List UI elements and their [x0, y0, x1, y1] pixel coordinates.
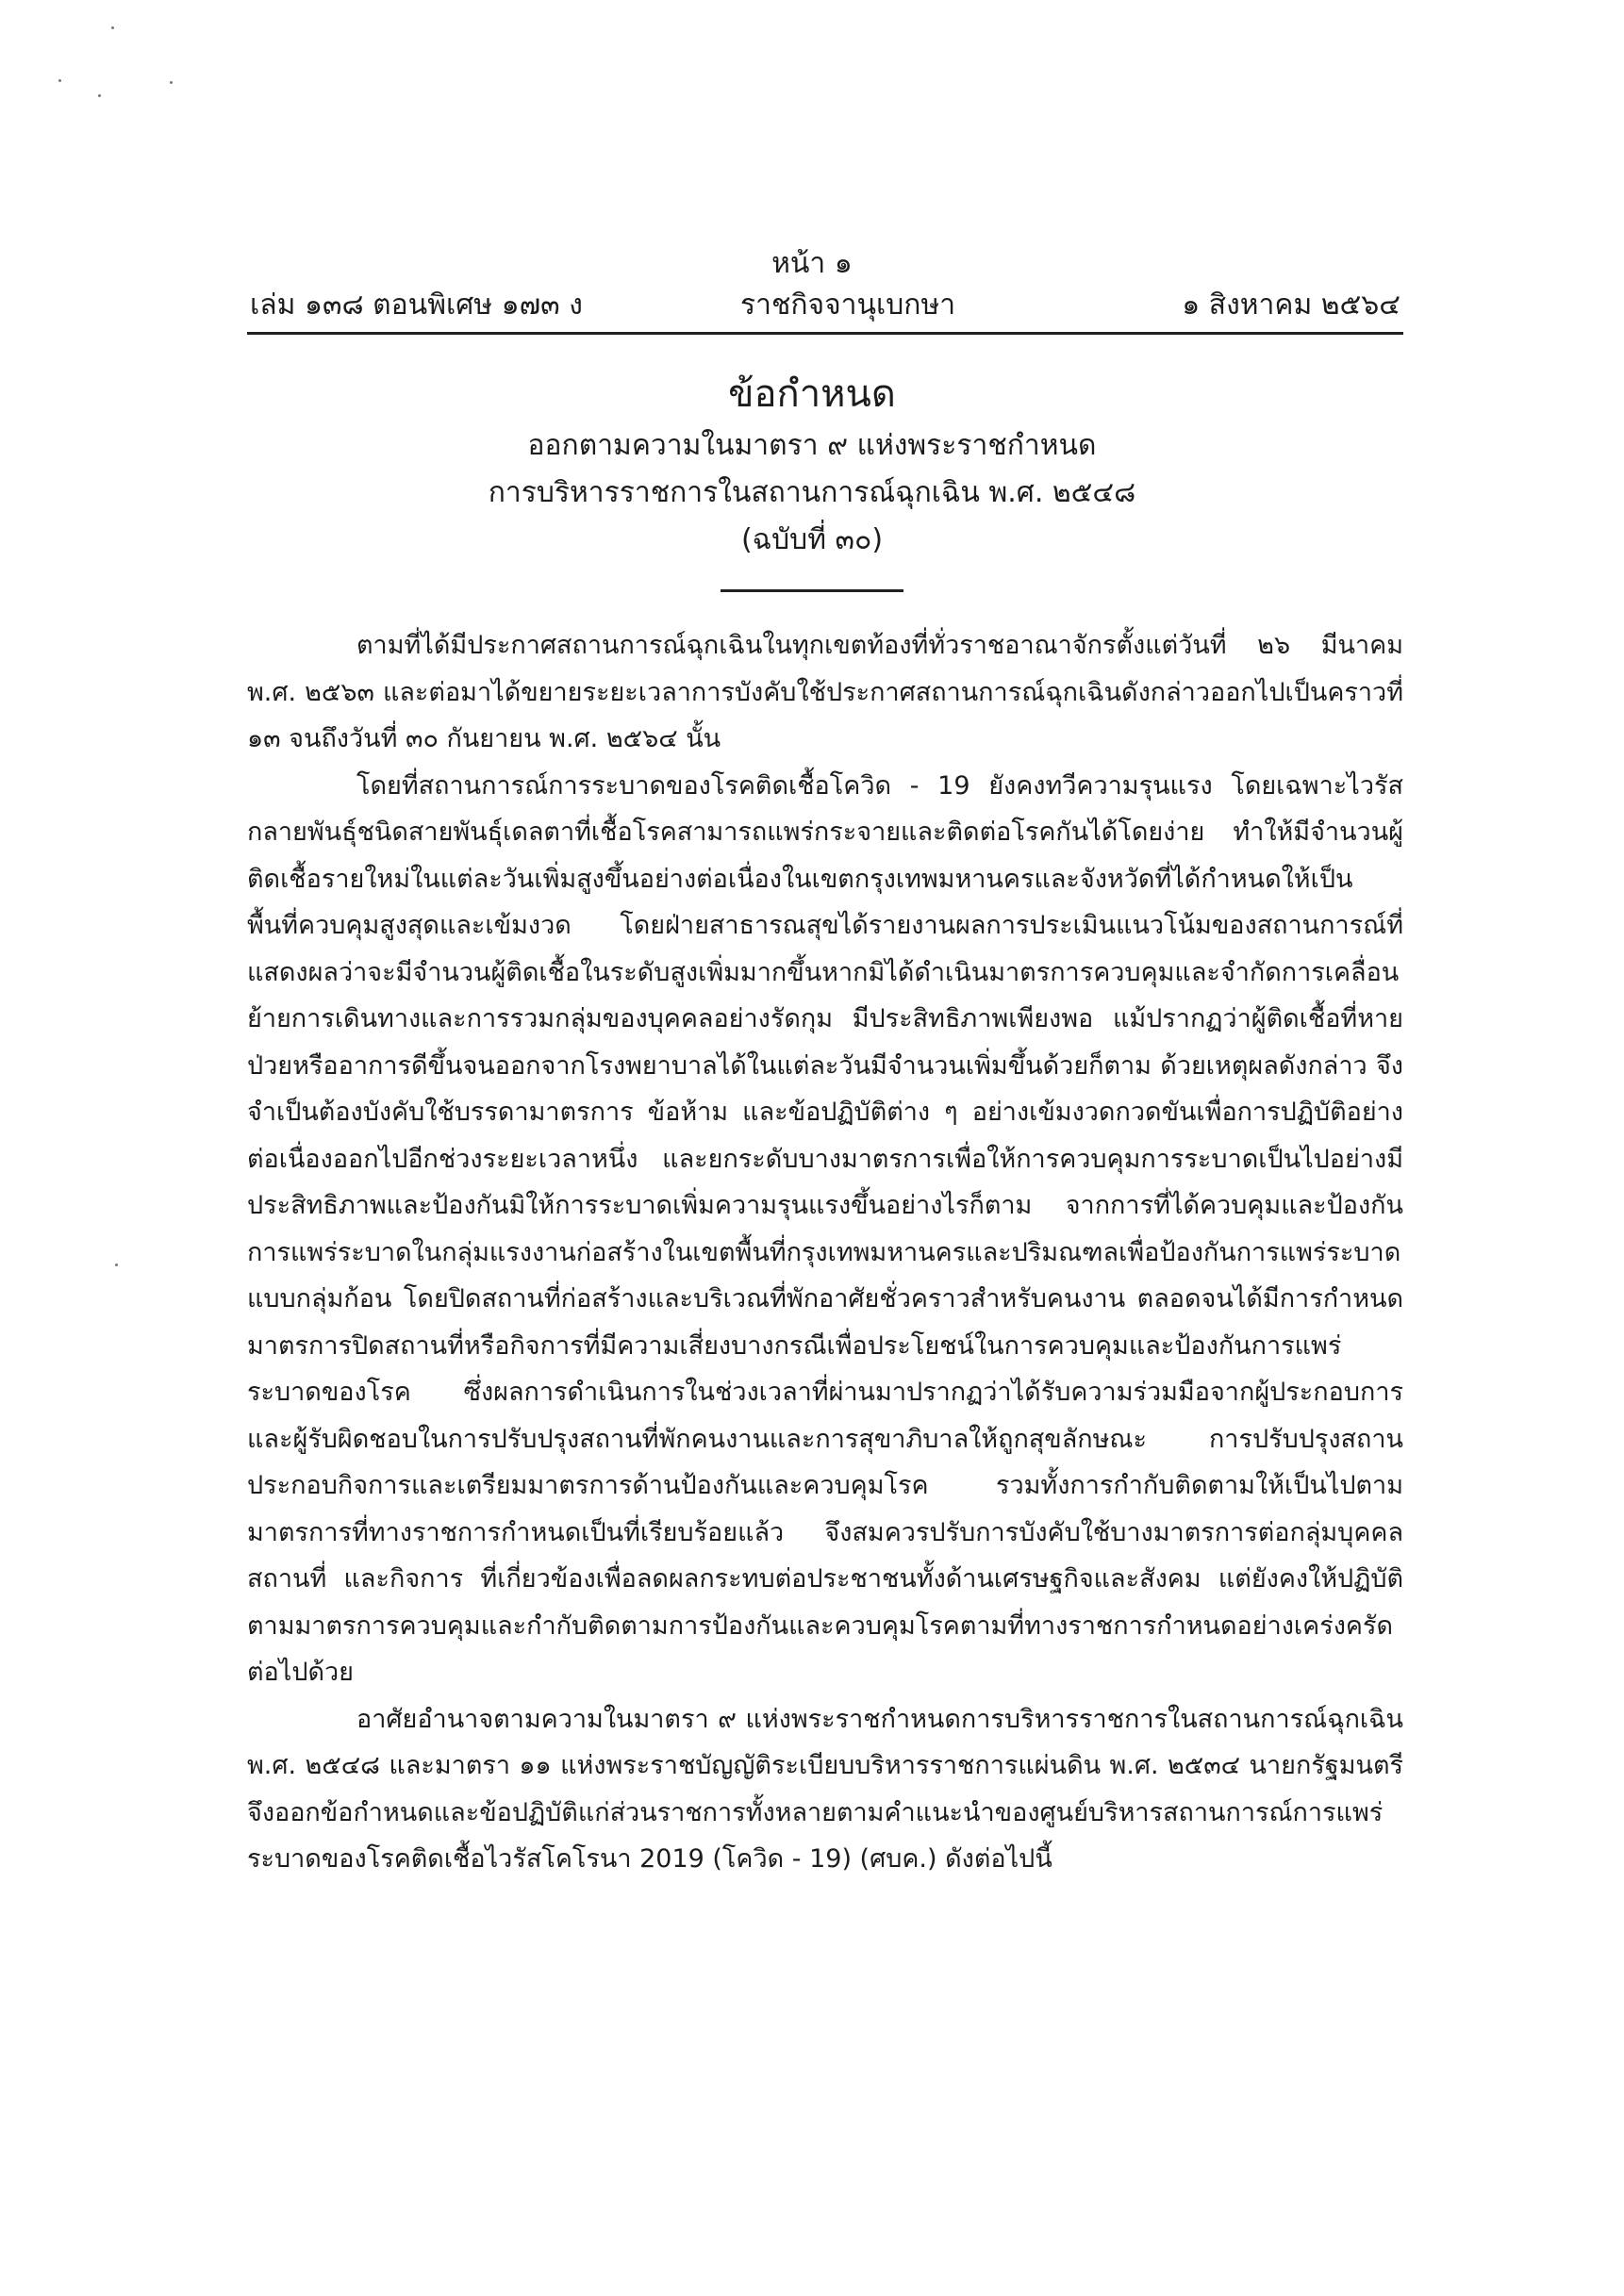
header-divider — [247, 332, 1403, 335]
paragraph-2: โดยที่สถานการณ์การระบาดของโรคติดเชื้อโควิด - 19 ยังคงทวีความรุนแรง โดยเฉพาะไวรัสกลายพันธุ์ชนิดสายพันธุ์เดลตาที่เชื้อโรคสามารถแพร่กระจายและติดต่อโรคกันได้โดยง่าย ทำให้มีจำนวนผู้ติดเชื้อรายใหม่ในแต่ละวันเพิ่มสูงขึ้นอย่างต่อเนื่องในเขตกรุงเทพมหานครและจังหวัดที่ได้กำหนดให้เป็นพื้นที่ควบคุมสูงสุดและเข้มงวด โดยฝ่ายสาธารณสุขได้รายงานผลการประเมินแนวโน้มของสถานการณ์ที่แสดงผลว่าจะมีจำนวนผู้ติดเชื้อในระดับสูงเพิ่มมากขึ้นหากมิได้ดำเนินมาตรการควบคุมและจำกัดการเคลื่อนย้ายการเดินทางและการรวมกลุ่มของบุคคลอย่างรัดกุม มีประสิทธิภาพเพียงพอ แม้ปรากฏว่าผู้ติดเชื้อที่หายป่วยหรืออาการดีขึ้นจนออกจากโรงพยาบาลได้ในแต่ละวันมีจำนวนเพิ่มขึ้นด้วยก็ตาม ด้วยเหตุผลดังกล่าว จึงจำเป็นต้องบังคับใช้บรรดามาตรการ ข้อห้าม และข้อปฏิบัติต่าง ๆ อย่างเข้มงวดกวดขันเพื่อการปฏิบัติอย่างต่อเนื่องออกไปอีกช่วงระยะเวลาหนึ่ง และยกระดับบางมาตรการเพื่อให้การควบคุมการระบาดเป็นไปอย่างมีประสิทธิภาพและป้องกันมิให้การระบาดเพิ่มความรุนแรงขึ้นอย่างไรก็ตาม จากการที่ได้ควบคุมและป้องกันการแพร่ระบาดในกลุ่มแรงงานก่อสร้างในเขตพื้นที่กรุงเทพมหานครและปริมณฑลเพื่อป้องกันการแพร่ระบาดแบบกลุ่มก้อน โดยปิดสถานที่ก่อสร้างและบริเวณที่พักอาศัยชั่วคราวสำหรับคนงาน ตลอดจนได้มีการกำหนดมาตรการปิดสถานที่หรือกิจการที่มีความเสี่ยงบางกรณีเพื่อประโยชน์ในการควบคุมและป้องกันการแพร่ระบาดของโรค ซึ่งผลการดำเนินการในช่วงเวลาที่ผ่านมาปรากฏว่าได้รับความร่วมมือจากผู้ประกอบการและผู้รับผิดชอบในการปรับปรุงสถานที่พักคนงานและการสุขาภิบาลให้ถูกสุขลักษณะ การปรับปรุงสถานประกอบกิจการและเตรียมมาตรการด้านป้องกันและควบคุมโรค รวมทั้งการกำกับติดตามให้เป็นไปตามมาตรการที่ทางราชการกำหนดเป็นที่เรียบร้อยแล้ว จึงสมควรปรับการบังคับใช้บางมาตรการต่อกลุ่มบุคคล สถานที่ และกิจการ ที่เกี่ยวข้องเพื่อลดผลกระทบต่อประชาชนทั้งด้านเศรษฐกิจและสังคม แต่ยังคงให้ปฏิบัติตามมาตรการควบคุมและกำกับติดตามการป้องกันและควบคุมโรคตามที่ทางราชการกำหนดอย่างเคร่งครัดต่อไปด้วย — [247, 770, 1403, 1687]
scan-speck — [58, 79, 61, 82]
paragraph-3: อาศัยอำนาจตามความในมาตรา ๙ แห่งพระราชกำหนดการบริหารราชการในสถานการณ์ฉุกเฉิน พ.ศ. ๒๕๔๘ และมาตรา ๑๑ แห่งพระราชบัญญัติระเบียบบริหารราชการแผ่นดิน พ.ศ. ๒๕๓๔ นายกรัฐมนตรีจึงออกข้อกำหนดและข้อปฏิบัติแก่ส่วนราชการทั้งหลายตามคำแนะนำของศูนย์บริหารสถานการณ์การแพร่ระบาดของโรคติดเชื้อไวรัสโคโรนา 2019 (โควิด - 19) (ศบค.) ดังต่อไปนี้ — [247, 1704, 1403, 1874]
scan-speck — [115, 1264, 118, 1266]
volume-info: เล่ม ๑๓๘ ตอนพิเศษ ๑๗๓ ง — [250, 289, 583, 322]
publication-date: ๑ สิงหาคม ๒๕๖๔ — [1182, 289, 1400, 322]
scan-speck — [111, 26, 114, 29]
document-body — [247, 622, 1403, 1883]
title-block — [0, 366, 1624, 564]
gazette-header — [250, 285, 1400, 328]
publication-name: ราชกิจจานุเบกษา — [740, 289, 956, 322]
scan-speck — [98, 94, 101, 97]
subtitle-line-1: ออกตามความในมาตรา ๙ แห่งพระราชกำหนด — [527, 429, 1097, 462]
paragraph-1: ตามที่ได้มีประกาศสถานการณ์ฉุกเฉินในทุกเขตท้องที่ทั่วราชอาณาจักรตั้งแต่วันที่ ๒๖ มีนาคม พ.ศ. ๒๕๖๓ และต่อมาได้ขยายระยะเวลาการบังคับใช้ประกาศสถานการณ์ฉุกเฉินดังกล่าวออกไปเป็นคราวที่ ๑๓ จนถึงวันที่ ๓๐ กันยายน พ.ศ. ๒๕๖๔ นั้น — [247, 631, 1403, 753]
page-number: หน้า ๑ — [771, 247, 853, 280]
scan-speck — [170, 81, 173, 84]
document-title: ข้อกำหนด — [728, 372, 896, 416]
subtitle-line-2: การบริหารราชการในสถานการณ์ฉุกเฉิน พ.ศ. ๒๕๔๘ — [488, 476, 1136, 509]
title-divider — [721, 589, 903, 592]
edition-number: (ฉบับที่ ๓๐) — [740, 523, 884, 556]
